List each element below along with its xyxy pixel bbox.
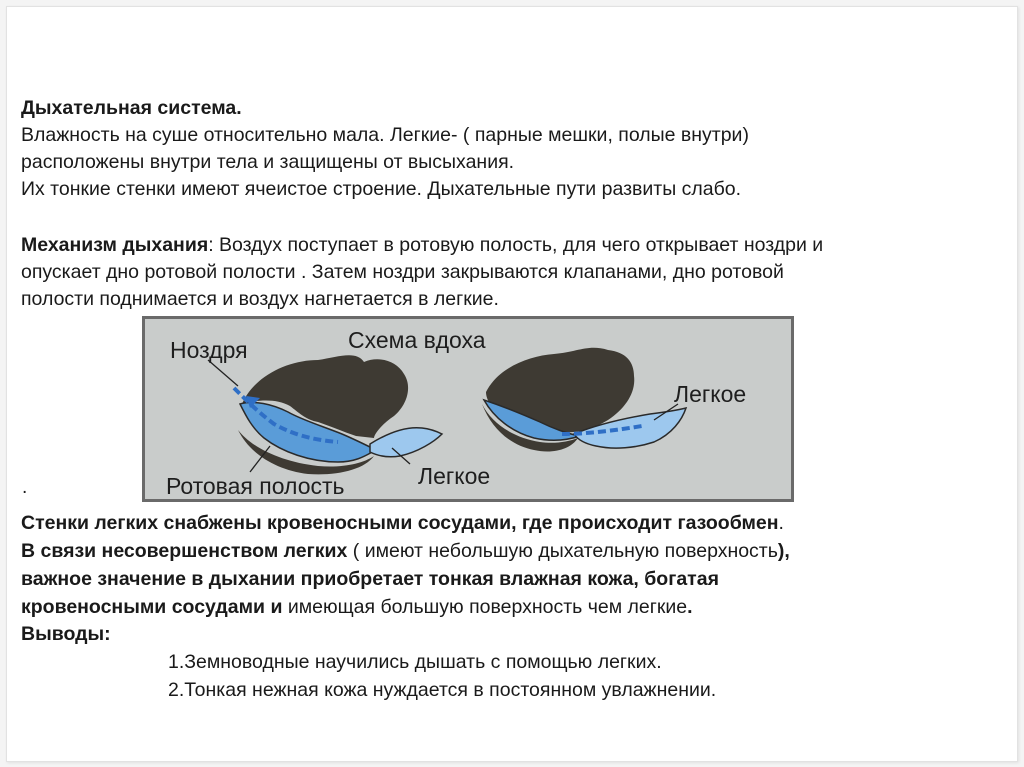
label-nostril: Ноздря	[170, 337, 248, 363]
skin-line-3-normal: имеющая большую поверхность чем легкие	[282, 596, 688, 618]
label-lung-right: Легкое	[674, 381, 747, 407]
mechanism-term: Механизм дыхания	[21, 234, 209, 256]
skin-line-1-end: ),	[777, 540, 790, 562]
separator-dot: .	[22, 477, 28, 498]
conclusions-heading: Выводы:	[21, 623, 111, 645]
skin-line-3-bold: кровеносными сосудами и	[21, 596, 283, 618]
slide-title: Дыхательная система.	[21, 97, 242, 119]
inhalation-diagram	[142, 316, 794, 502]
skin-line-1-bold: В связи несовершенством легких	[21, 540, 348, 562]
mechanism-line-1	[21, 232, 823, 259]
mechanism-line-2: опускает дно ротовой полости . Затем ноздри закрываются клапанами, дно ротовой	[21, 261, 784, 283]
label-lung-left: Легкое	[418, 463, 491, 489]
gas-exchange-period: .	[778, 512, 784, 534]
figure-title: Схема вдоха	[348, 327, 486, 353]
intro-line-2: расположены внутри тела и защищены от высыхания.	[21, 151, 515, 173]
mechanism-line-3: полости поднимается и воздух нагнетается в легкие.	[21, 288, 499, 310]
label-oral-cavity: Ротовая полость	[166, 473, 345, 499]
skin-line-2: важное значение в дыхании приобретает тонкая влажная кожа, богатая	[21, 568, 719, 590]
intro-line-1: Влажность на суше относительно мала. Легкие- ( парные мешки, полые внутри)	[21, 124, 749, 146]
gas-exchange-line	[21, 510, 784, 537]
skin-line-3-end: .	[687, 596, 693, 618]
skin-line-1	[21, 538, 790, 565]
skin-line-3	[21, 594, 693, 621]
skin-line-1-normal: ( имеют небольшую дыхательную поверхность	[347, 540, 778, 562]
gas-exchange-text: Стенки легких снабжены кровеносными сосудами, где происходит газообмен	[21, 512, 779, 534]
conclusion-item-2: 2.Тонкая нежная кожа нуждается в постоянном увлажнении.	[168, 679, 717, 701]
mechanism-line-1-rest: : Воздух поступает в ротовую полость, для чего открывает ноздри и	[208, 234, 824, 256]
intro-line-3: Их тонкие стенки имеют ячеистое строение. Дыхательные пути развиты слабо.	[21, 178, 742, 200]
conclusion-item-1: 1.Земноводные научились дышать с помощью легких.	[168, 651, 662, 673]
